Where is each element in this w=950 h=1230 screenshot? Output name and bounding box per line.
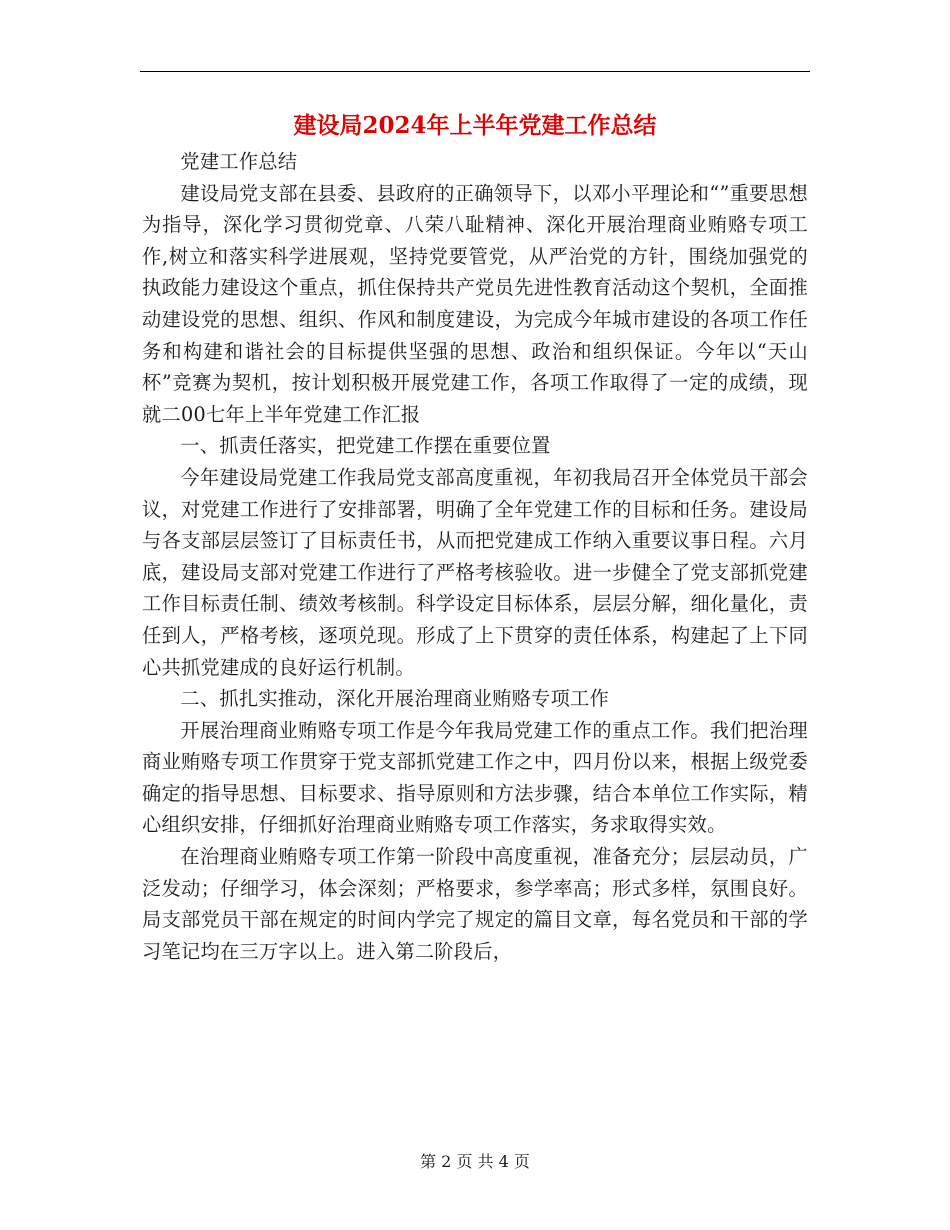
page-number: 第 2 页 共 4 页 — [420, 1152, 530, 1171]
paragraph-section-2b: 在治理商业贿赂专项工作第一阶段中高度重视，准备充分；层层动员，广泛发动；仔细学习，体会深刻；严格要求，参学率高；形式多样，氛围良好。局支部党员干部在规定的时间内学完了规定的篇目文章，每名党员和干部的学习笔记均在三万字以上。进入第二阶段后， — [142, 845, 808, 963]
paragraph-intro: 建设局党支部在县委、县政府的正确领导下，以邓小平理论和“”重要思想为指导，深化学习贯彻党章、八荣八耻精神、深化开展治理商业贿赂专项工作,树立和落实科学进展观，坚持党要管党，从严治党的方针，围绕加强党的执政能力建设这个重点，抓住保持共产党员先进性教育活动这个契机，全面推动建设党的思想、组织、作风和制度建设，为完成今年城市建设的各项工作任务和构建和谐社会的目标提供坚强的思想、政治和组织保证。今年以“天山杯”竞赛为契机，按计划积极开展党建工作，各项工作取得了一定的成绩，现就二00七年上半年党建工作汇报 — [142, 181, 808, 426]
paragraph-subtitle: 党建工作总结 — [180, 150, 298, 173]
header-rule — [140, 71, 810, 72]
document-title: 建设局2024年上半年党建工作总结 — [293, 112, 657, 139]
section-heading-2: 二、抓扎实推动，深化开展治理商业贿赂专项工作 — [180, 687, 610, 711]
section-heading-1: 一、抓责任落实，把党建工作摆在重要位置 — [180, 434, 551, 458]
paragraph-section-1: 今年建设局党建工作我局党支部高度重视，年初我局召开全体党员干部会议，对党建工作进行了安排部署，明确了全年党建工作的目标和任务。建设局与各支部层层签订了目标责任书，从而把党建成工作纳入重要议事日程。六月底，建设局支部对党建工作进行了严格考核验收。进一步健全了党支部抓党建工作目标责任制、绩效考核制。科学设定目标体系，层层分解，细化量化，责任到人，严格考核，逐项兑现。形成了上下贯穿的责任体系，构建起了上下同心共抓党建成的良好运行机制。 — [142, 465, 808, 679]
document-body — [142, 146, 808, 967]
paragraph-section-2a: 开展治理商业贿赂专项工作是今年我局党建工作的重点工作。我们把治理商业贿赂专项工作贯穿于党支部抓党建工作之中，四月份以来，根据上级党委确定的指导思想、目标要求、指导原则和方法步骤，结合本单位工作实际，精心组织安排，仔细抓好治理商业贿赂专项工作落实，务求取得实效。 — [142, 718, 808, 837]
